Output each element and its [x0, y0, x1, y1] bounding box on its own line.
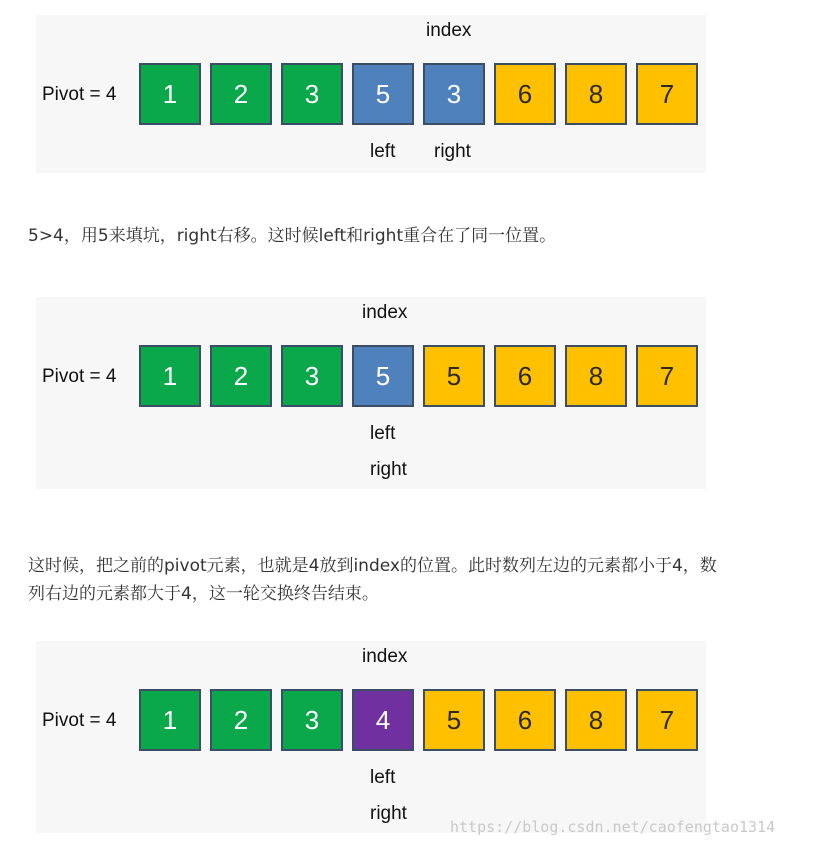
- left-label: left: [370, 141, 396, 162]
- array-cells: [139, 63, 707, 125]
- left-label: left: [370, 767, 396, 788]
- array-cell: 1: [139, 345, 201, 407]
- array-cells: [139, 345, 707, 407]
- pivot-label: Pivot = 4: [42, 366, 117, 387]
- diagram-2: [0, 282, 821, 492]
- index-label: index: [362, 302, 408, 323]
- array-cells: [139, 689, 707, 751]
- array-cell: 3: [281, 689, 343, 751]
- right-label: right: [434, 141, 471, 162]
- array-cell: 7: [636, 63, 698, 125]
- index-label: index: [426, 20, 472, 41]
- array-cell: 8: [565, 63, 627, 125]
- diagram-1: [0, 0, 821, 180]
- left-label: left: [370, 423, 396, 444]
- array-cell: 8: [565, 345, 627, 407]
- diagram-3: [0, 626, 821, 836]
- array-cell: 5: [423, 689, 485, 751]
- array-cell: 3: [281, 345, 343, 407]
- array-cell: 7: [636, 345, 698, 407]
- array-cell: 7: [636, 689, 698, 751]
- array-cell: 6: [494, 345, 556, 407]
- watermark: https://blog.csdn.net/caofengtao1314: [450, 818, 776, 836]
- array-cell: 6: [494, 63, 556, 125]
- array-cell: 2: [210, 689, 272, 751]
- right-label: right: [370, 803, 407, 824]
- right-label: right: [370, 459, 407, 480]
- index-label: index: [362, 646, 408, 667]
- array-cell: 6: [494, 689, 556, 751]
- array-cell: 2: [210, 345, 272, 407]
- array-cell: 3: [423, 63, 485, 125]
- array-cell: 2: [210, 63, 272, 125]
- array-cell: 5: [423, 345, 485, 407]
- array-cell: 4: [352, 689, 414, 751]
- pivot-label: Pivot = 4: [42, 84, 117, 105]
- array-cell: 1: [139, 689, 201, 751]
- explanation-paragraph-1: 5>4，用5来填坑，right右移。这时候left和right重合在了同一位置。: [28, 226, 557, 246]
- array-cell: 1: [139, 63, 201, 125]
- pivot-label: Pivot = 4: [42, 710, 117, 731]
- array-cell: 3: [281, 63, 343, 125]
- array-cell: 8: [565, 689, 627, 751]
- array-cell: 5: [352, 63, 414, 125]
- explanation-paragraph-2: 这时候，把之前的pivot元素，也就是4放到index的位置。此时数列左边的元素都小于4，数列右边的元素都大于4，这一轮交换终告结束。: [28, 556, 717, 604]
- array-cell: 5: [352, 345, 414, 407]
